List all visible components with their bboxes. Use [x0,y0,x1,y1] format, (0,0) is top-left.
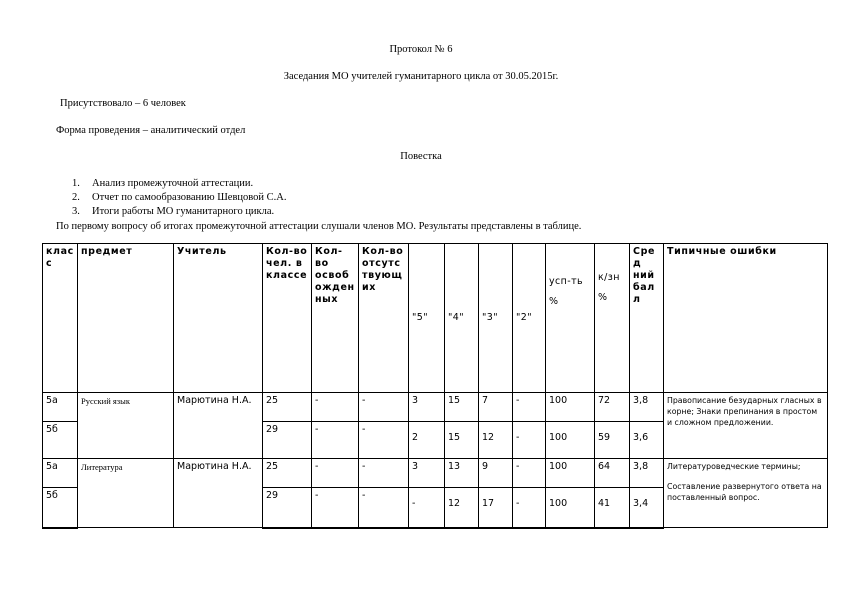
cell-success: 100 [546,393,595,422]
cell-average: 3,4 [630,488,664,528]
agenda-title: Повестка [400,151,442,162]
cell-grade-4: 15 [445,422,479,459]
header-grade-3: "3" [479,244,513,393]
cell-count: 29 [263,488,312,528]
cell-grade-3: 9 [479,459,513,488]
header-subject: предмет [78,244,174,393]
cell-exempt: - [312,393,359,422]
cell-success: 100 [546,459,595,488]
results-table [42,243,828,529]
cell-grade-2: - [513,422,546,459]
cell-quality: 72 [595,393,630,422]
cell-class: 5а [43,393,78,422]
agenda-list [72,177,287,219]
meeting-subtitle: Заседания МО учителей гуманитарного цикла от 30.05.2015г. [283,71,559,82]
cell-quality: 41 [595,488,630,528]
cell-success: 100 [546,488,595,528]
cell-grade-2: - [513,459,546,488]
cell-grade-5: - [409,488,445,528]
cell-class: 5б [43,488,78,528]
table-header-row [43,244,828,393]
table-row [43,459,828,488]
cell-subject: Русский язык [78,393,174,459]
cell-count: 29 [263,422,312,459]
cell-exempt: - [312,422,359,459]
error-item: Литературоведческие термины; [667,462,801,471]
cell-absent: - [359,422,409,459]
header-class: клас с [43,244,78,393]
protocol-title: Протокол № 6 [389,44,453,55]
cell-grade-4: 15 [445,393,479,422]
header-exempt: Кол-во освобожденных [312,244,359,393]
intro-paragraph: По первому вопросу об итогах промежуточной аттестации слушали членов МО. Результаты представлены в таблице. [56,221,582,232]
cell-grade-5: 3 [409,393,445,422]
agenda-item: 1. Анализ промежуточной аттестации. [72,178,254,189]
cell-success: 100 [546,422,595,459]
header-count: Кол-во чел. в классе [263,244,312,393]
form-line: Форма проведения – аналитический отдел [56,125,246,136]
cell-exempt: - [312,459,359,488]
cell-grade-4: 13 [445,459,479,488]
cell-average: 3,6 [630,422,664,459]
cell-grade-3: 17 [479,488,513,528]
cell-grade-5: 3 [409,459,445,488]
attendance-line: Присутствовало – 6 человек [60,98,186,109]
cell-count: 25 [263,393,312,422]
cell-grade-5: 2 [409,422,445,459]
cell-quality: 64 [595,459,630,488]
cell-count: 25 [263,459,312,488]
header-errors: Типичные ошибки [664,244,828,393]
header-teacher: Учитель [174,244,263,393]
table-row [43,393,828,422]
agenda-item: 3. Итоги работы МО гуманитарного цикла. [72,206,275,217]
header-quality: к/зн % [595,244,630,393]
cell-grade-3: 12 [479,422,513,459]
cell-absent: - [359,488,409,528]
header-grade-5: "5" [409,244,445,393]
error-item: Составление развернутого ответа на поставленный вопрос. [667,482,822,502]
cell-teacher: Марютина Н.А. [174,459,263,528]
cell-teacher: Марютина Н.А. [174,393,263,459]
cell-absent: - [359,393,409,422]
header-success: усп-ть % [546,244,595,393]
header-grade-2: "2" [513,244,546,393]
header-average: Сред ний балл [630,244,664,393]
cell-subject: Литература [78,459,174,528]
cell-class: 5а [43,459,78,488]
cell-errors: Правописание безударных гласных в корне; Знаки препинания в простом и сложном предложении. [664,393,828,459]
cell-grade-3: 7 [479,393,513,422]
cell-errors [664,459,828,528]
header-grade-4: "4" [445,244,479,393]
cell-average: 3,8 [630,393,664,422]
cell-exempt: - [312,488,359,528]
agenda-item: 2. Отчет по самообразованию Шевцовой С.А. [72,192,287,203]
cell-grade-2: - [513,488,546,528]
cell-grade-2: - [513,393,546,422]
cell-quality: 59 [595,422,630,459]
cell-average: 3,8 [630,459,664,488]
cell-absent: - [359,459,409,488]
header-absent: Кол-во отсутствующих [359,244,409,393]
cell-class: 5б [43,422,78,459]
cell-grade-4: 12 [445,488,479,528]
